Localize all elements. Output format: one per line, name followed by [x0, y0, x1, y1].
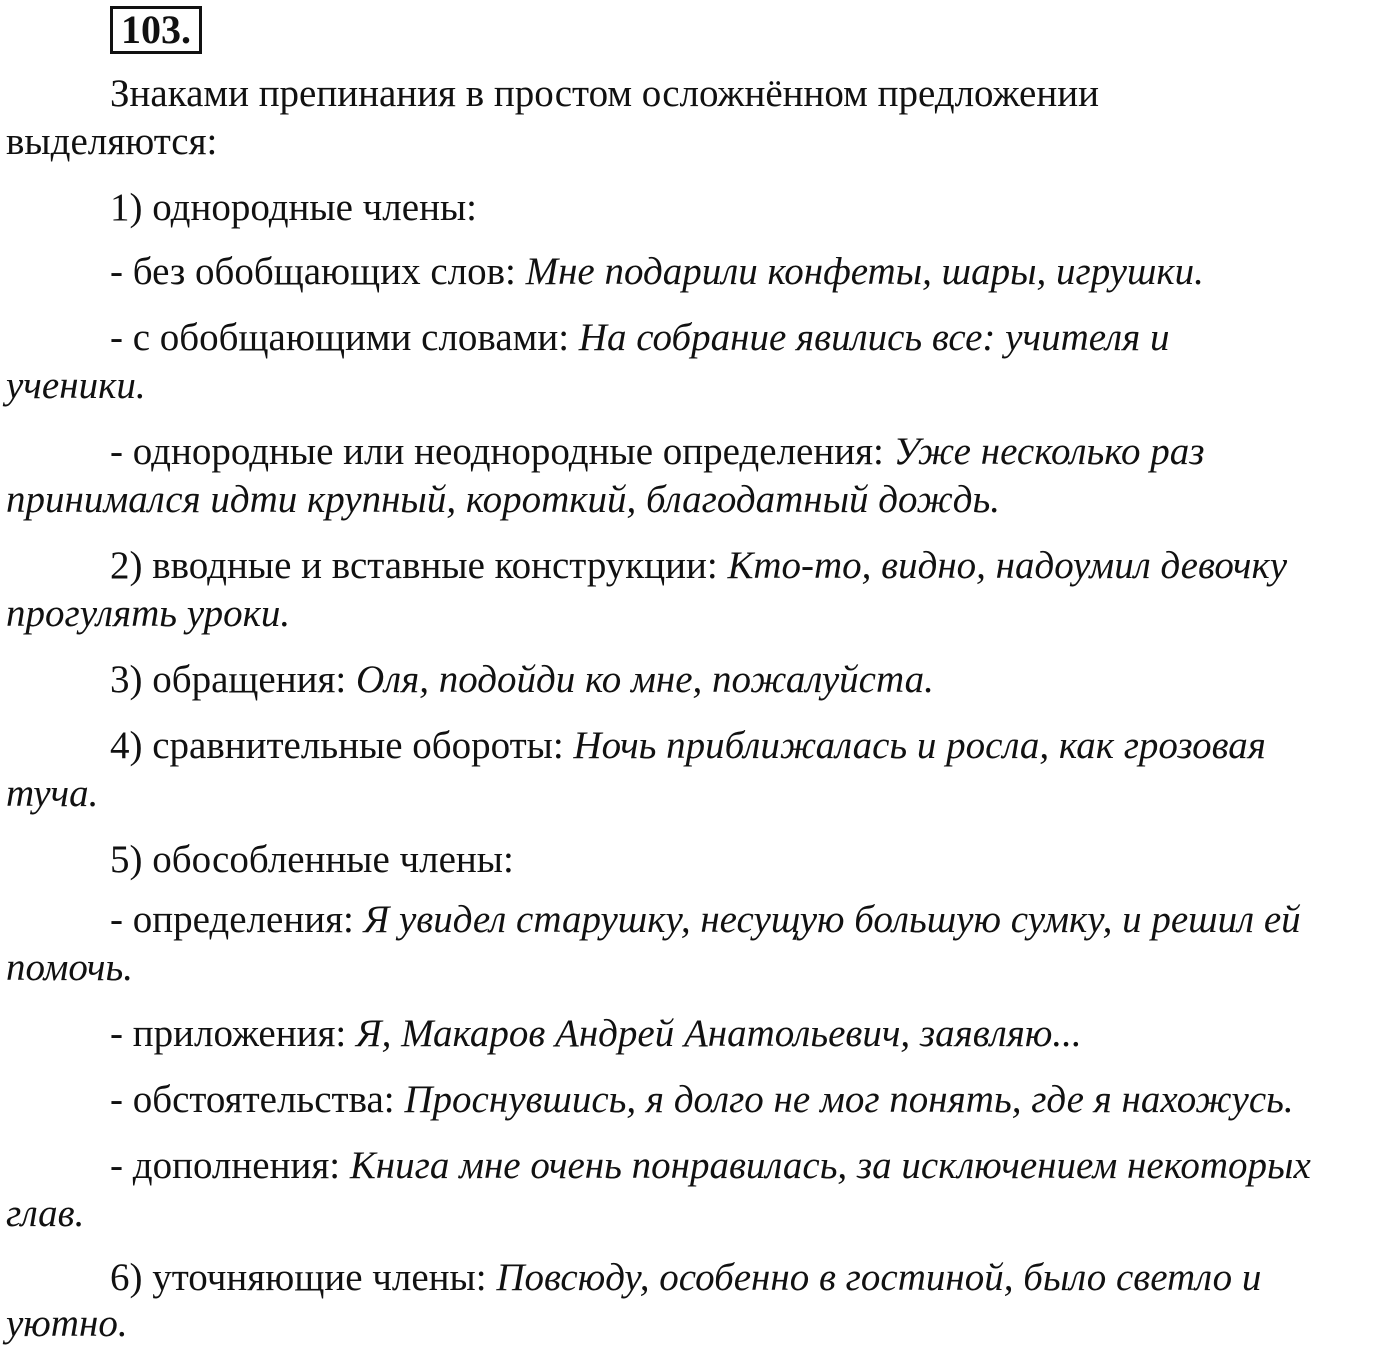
item-4 — [110, 724, 1266, 768]
item-2-cont — [6, 592, 290, 636]
example-text: На собрание явились все: учителя и — [578, 316, 1170, 359]
item-4-cont — [6, 772, 98, 816]
exercise-number-box: 103. — [110, 6, 202, 54]
item-5-sub-b — [110, 1012, 1082, 1056]
item-label: - приложения: — [110, 1012, 356, 1055]
example-text: помочь. — [6, 946, 133, 989]
item-label: - обстоятельства: — [110, 1078, 405, 1121]
example-text: Проснувшись, я долго не мог понять, где я нахожусь. — [404, 1078, 1294, 1121]
item-5-sub-a-cont — [6, 946, 133, 990]
example-text: Я увидел старушку, несущую большую сумку, и решил ей — [363, 898, 1301, 941]
item-5-sub-d — [110, 1144, 1311, 1188]
item-6-cont — [6, 1302, 128, 1346]
item-6 — [110, 1256, 1261, 1300]
intro-line-1 — [110, 72, 1099, 116]
item-label: 3) обращения: — [110, 658, 356, 701]
item-label: 4) сравнительные обороты: — [110, 724, 574, 767]
item-label: 6) уточняющие члены: — [110, 1256, 497, 1299]
item-5-heading — [110, 838, 514, 882]
intro-text: выделяются: — [6, 120, 218, 163]
example-text: Я, Макаров Андрей Анатольевич, заявляю... — [355, 1012, 1082, 1055]
item-label: - без обобщающих слов: — [110, 250, 526, 293]
intro-line-2 — [6, 120, 217, 164]
item-1-sub-c-cont — [6, 478, 1000, 522]
item-label: 2) вводные и вставные конструкции: — [110, 544, 728, 587]
example-text: Повсюду, особенно в гостиной, было светло и — [496, 1256, 1262, 1299]
example-text: ученики. — [6, 364, 146, 407]
item-2 — [110, 544, 1287, 588]
item-label: 1) однородные члены: — [110, 186, 477, 229]
example-text: Мне подарили конфеты, шары, игрушки. — [525, 250, 1204, 293]
example-text: Оля, подойди ко мне, пожалуйста. — [356, 658, 934, 701]
item-label: 5) обособленные члены: — [110, 838, 514, 881]
intro-text: Знаками препинания в простом осложнённом предложении — [110, 72, 1099, 115]
item-1-sub-b — [110, 316, 1169, 360]
example-text: Книга мне очень понравилась, за исключением некоторых — [349, 1144, 1311, 1187]
textbook-page — [6, 0, 1398, 1352]
example-text: прогулять уроки. — [6, 592, 291, 635]
example-text: принимался идти крупный, короткий, благодатный дождь. — [6, 478, 1001, 521]
item-1-heading — [110, 186, 477, 230]
item-1-sub-b-cont — [6, 364, 146, 408]
item-label: - определения: — [110, 898, 364, 941]
item-label: - однородные или неоднородные определения: — [110, 430, 894, 473]
example-text: Уже несколько раз — [893, 430, 1205, 473]
item-1-sub-a — [110, 250, 1204, 294]
example-text: туча. — [6, 772, 99, 815]
example-text: уютно. — [6, 1302, 128, 1345]
item-label: - дополнения: — [110, 1144, 350, 1187]
item-5-sub-a — [110, 898, 1301, 942]
item-label: - с обобщающими словами: — [110, 316, 579, 359]
example-text: Ночь приближалась и росла, как грозовая — [573, 724, 1266, 767]
example-text: Кто-то, видно, надоумил девочку — [727, 544, 1288, 587]
item-5-sub-d-cont — [6, 1192, 84, 1236]
example-text: глав. — [6, 1192, 85, 1235]
item-1-sub-c — [110, 430, 1204, 474]
item-5-sub-c — [110, 1078, 1294, 1122]
item-3 — [110, 658, 934, 702]
